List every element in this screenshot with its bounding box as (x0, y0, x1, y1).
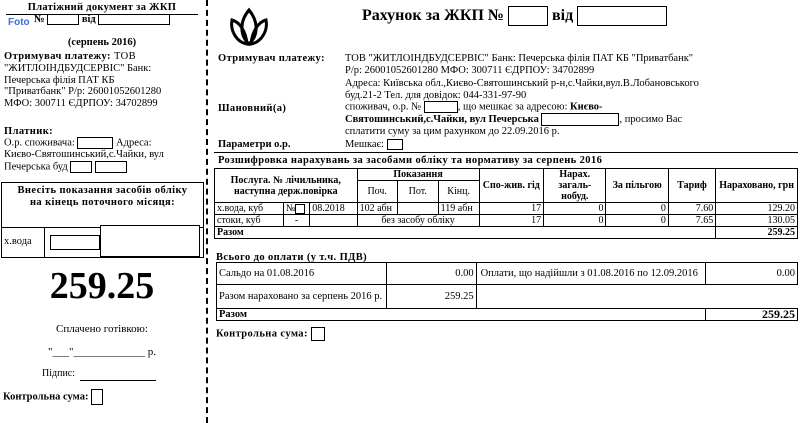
stub-title-line1: Платіжний документ за ЖКП (27, 2, 177, 13)
stub-recipient-line0: ТОВ (113, 51, 137, 62)
stub-payer-heading: Платник: (4, 126, 54, 137)
params-separator (214, 152, 798, 153)
invoice-dear-line2b: , просимо Вас (619, 113, 683, 125)
stub-total: 259.25 (49, 265, 155, 307)
th-tariff: Тариф (668, 169, 715, 203)
cell-meter: - (283, 215, 309, 227)
cell-tariff: 7.60 (668, 203, 715, 215)
stub-number-label: № (34, 14, 45, 25)
invoice-residents (345, 139, 403, 150)
stub-recipient-body (4, 63, 204, 109)
stub-payer-account-label: О.р. споживача: (4, 137, 75, 149)
charged-value: 259.25 (386, 285, 476, 309)
cell-final: 119 абн (438, 203, 479, 215)
stub-recipient-label: Отримувач платежу: (4, 51, 111, 62)
cell-prev: 102 абн (357, 203, 397, 215)
cell-no-meter: без засобу обліку (357, 215, 479, 227)
stub-recipient-heading (4, 51, 204, 63)
charged-label: Разом нараховано за серпень 2016 р. (217, 285, 387, 309)
th-per-share: За пільгою (606, 169, 668, 203)
invoice-dear-line2a: Святошинський,с.Чайки, вул Печерська (345, 113, 539, 125)
stub-control-sum-label: Контрольна сума: (3, 391, 89, 403)
invoice-dear-line2 (345, 113, 797, 126)
cell-meter-redacted (295, 204, 305, 214)
stub-meter-heading: Внесіть показання засобів обліку на кінець поточного місяця: (17, 185, 188, 208)
stub-recipient-line2: Печерська філія ПАТ КБ (4, 74, 115, 86)
stub-payer-row1 (4, 137, 204, 149)
balance-value: 0.00 (386, 263, 476, 285)
cell-per-share: 0 (606, 203, 668, 215)
sum-value: 259.25 (706, 309, 798, 321)
invoice-title-row (362, 6, 667, 26)
stub-date-redacted (98, 14, 170, 25)
th-charged: Нараховано, грн (716, 169, 798, 203)
invoice-recipient-block (345, 53, 795, 76)
invoice-dear-line1c: Києво- (570, 101, 603, 113)
due-title: Всього до оплати (у т.ч. ПДВ) (216, 252, 368, 263)
balance-label: Сальдо на 01.08.2016 (217, 263, 387, 285)
stub-meter-row (2, 227, 203, 257)
invoice-residents-redacted (387, 139, 403, 150)
stub-payer-address-label: Адреса: (116, 137, 152, 149)
stub-recipient-line1: "ЖИТЛОІНДБУДСЕРВІС" Банк: (4, 63, 152, 74)
cell-consumed: 17 (479, 203, 544, 215)
invoice-title: Рахунок за ЖКП № (362, 7, 504, 24)
stub-meter-label: х.вода (4, 236, 32, 247)
cut-line (206, 0, 208, 423)
cell-service: х.вода, куб (215, 203, 284, 215)
stub-period: (серпень 2016) (67, 37, 137, 48)
table-total-value: 259.25 (716, 227, 798, 239)
breakdown-table (214, 168, 798, 239)
th-consumed: Спо-жив. гід (479, 169, 544, 203)
stub-control-sum (3, 389, 103, 405)
invoice-residents-label: Мешкає: (345, 139, 384, 150)
invoice-date-redacted (577, 6, 667, 26)
invoice-address-line1: Адреса: Київська обл.,Києво-Святошинський р-н,с.Чайки,вул.В.Лобановського (345, 78, 699, 89)
due-row-charged (217, 285, 798, 309)
invoice-recipient-text: ТОВ "ЖИТЛОІНДБУДСЕРВІС" Банк: Печерська філія ПАТ КБ "Приватбанк" (345, 53, 694, 64)
table-total-row (215, 227, 798, 239)
stub-control-sum-box[interactable] (91, 389, 103, 405)
cell-service: стоки, куб (215, 215, 284, 227)
th-readings: Показання (357, 169, 479, 181)
cell-date (310, 215, 357, 227)
invoice-address-line2: буд.21-2 Тел. для довідок: 044-331-97-90 (345, 89, 527, 101)
stub-meter-reading-input[interactable] (100, 225, 200, 257)
stub-payer-body (4, 137, 204, 173)
invoice-recipient-account: Р/р: 26001052601280 МФО: 300711 ЄДРПОУ: 34702899 (345, 64, 595, 76)
due-table (216, 262, 798, 321)
invoice-control-sum-label: Контрольна сума: (216, 328, 308, 340)
invoice-dear-line3: сплатити суму за цим рахунком до 22.09.2016 р. (345, 126, 560, 137)
stub-signature-label: Підпис: (42, 368, 76, 379)
table-row (215, 203, 798, 215)
stub-payer-address-line2: Києво-Святошинський,с.Чайки, вул (4, 149, 164, 160)
invoice-number-redacted (508, 6, 548, 26)
invoice-dear-label: Шановний(а) (218, 103, 287, 114)
cell-consumed: 17 (479, 215, 544, 227)
cell-general: 0 (544, 215, 606, 227)
invoice-dear-line1 (345, 101, 797, 113)
th-final: Кінц. (438, 181, 479, 203)
th-service: Послуга. № лічильника, наступна держ.повірка (215, 169, 358, 203)
invoice-house-redacted (541, 113, 619, 126)
watermark: Foto (8, 17, 30, 28)
stub-payer-building-redacted (70, 161, 92, 173)
invoice-address-block (345, 78, 795, 101)
invoice-params-label: Параметри о.р. (218, 139, 291, 150)
invoice-dear-line1a: споживач, о.р. № (345, 101, 422, 113)
invoice-control-sum (216, 327, 325, 341)
stub-payer-address-line3: Печерська буд (4, 160, 68, 172)
cell-charged: 129.20 (716, 203, 798, 215)
cell-current (397, 203, 438, 215)
sum-label: Разом (217, 309, 706, 321)
payments-value: 0.00 (706, 263, 798, 285)
invoice-dear-line1b: , що мешкає за адресою: (457, 101, 568, 113)
payments-label: Оплати, що надійшли з 01.08.2016 по 12.09.2016 (476, 263, 706, 285)
breakdown-title: Розшифровка нарахувань за засобами обліку та нормативу за серпень 2016 (218, 155, 603, 166)
due-empty (476, 285, 797, 309)
flower-logo-icon (226, 4, 272, 48)
table-total-label: Разом (215, 227, 716, 239)
stub-paid-cash: Сплачено готівкою: (56, 323, 148, 335)
stub-payer-row3 (4, 161, 204, 173)
invoice-recipient-label: Отримувач платежу: (218, 53, 325, 64)
stub-title-number-row (34, 14, 170, 26)
table-header-row (215, 169, 798, 181)
stub-number-redacted (47, 14, 79, 25)
stub-signature-line[interactable] (80, 380, 156, 381)
invoice-title-from: від (551, 7, 574, 24)
invoice-dear-block (345, 101, 797, 138)
stub-meter-box (1, 182, 204, 258)
stub-meter-number-redacted (50, 235, 100, 250)
cell-general: 0 (544, 203, 606, 215)
cell-meter-label: № (285, 203, 296, 214)
cell-per-share: 0 (606, 215, 668, 227)
stub-recipient-line4: МФО: 300711 ЄДРПОУ: 34702899 (4, 97, 158, 109)
stub-recipient-line3: "Приватбанк" Р/р: 26001052601280 (4, 86, 162, 97)
invoice-control-sum-box[interactable] (311, 327, 325, 341)
cell-date: 08.2018 (310, 203, 357, 215)
stub-payer-account-redacted (77, 137, 113, 149)
stub-date-line: "___"_____________ р. (48, 346, 156, 358)
due-row-balance (217, 263, 798, 285)
table-row (215, 215, 798, 227)
th-current: Пот. (397, 181, 438, 203)
cell-meter (283, 203, 309, 215)
invoice-account-redacted (424, 101, 458, 113)
th-general: Нарах. загаль-нобуд. (544, 169, 606, 203)
due-row-sum (217, 309, 798, 321)
cell-charged: 130.05 (716, 215, 798, 227)
cell-tariff: 7.65 (668, 215, 715, 227)
stub-from-label: від (81, 14, 96, 25)
stub-meter-divider (44, 228, 45, 257)
th-prev: Поч. (357, 181, 397, 203)
stub-payer-flat-redacted (95, 161, 127, 173)
